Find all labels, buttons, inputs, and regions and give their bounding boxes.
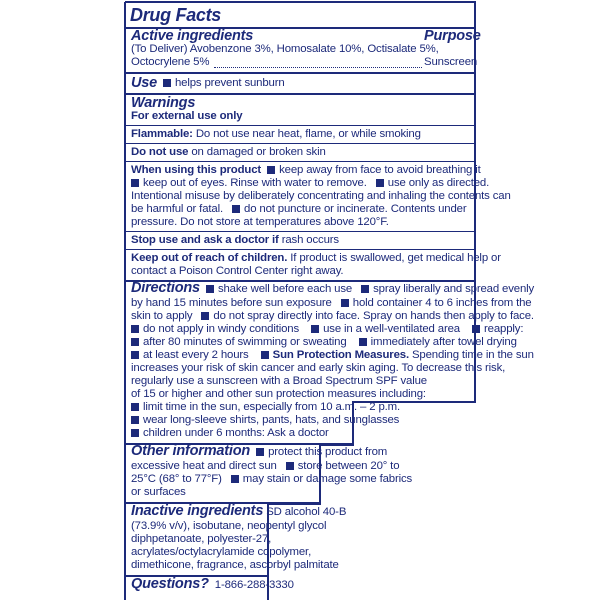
external-divider: [125, 125, 475, 126]
use-heading: Use: [131, 75, 157, 91]
directions-line-5: after 80 minutes of swimming or sweating immediately after towel drying: [131, 336, 517, 350]
bullet-icon: [131, 179, 139, 187]
bullet-icon: [201, 312, 209, 320]
when-using-divider: [125, 231, 475, 232]
inactive-line-4: acrylates/octylacrylamide copolymer,: [131, 546, 312, 558]
bullet-icon: [286, 462, 294, 470]
other-line-1: Other information protect this product from: [131, 443, 388, 459]
directions-line-7: increases your risk of skin cancer and early skin aging. To decrease this risk,: [131, 362, 506, 374]
directions-line-9: of 15 or higher and other sun protection measures including:: [131, 388, 426, 400]
flammable-text: Flammable: Do not use near heat, flame, or while smoking: [131, 128, 421, 140]
active-ingredients-heading: Active ingredients: [131, 28, 254, 44]
bullet-icon: [311, 325, 319, 333]
bullet-icon: [131, 338, 139, 346]
keep-out-line-1: Keep out of reach of children. If product is swallowed, get medical help or: [131, 252, 501, 264]
stop-use-text: Stop use and ask a doctor if rash occurs: [131, 234, 339, 246]
warnings-heading: Warnings: [131, 95, 196, 111]
directions-line-6: at least every 2 hours Sun Protection Measures. Spending time in the sun: [131, 349, 534, 363]
active-divider: [125, 72, 475, 74]
directions-line-2: by hand 15 minutes before sun exposure hold container 4 to 6 inches from the: [131, 297, 532, 309]
directions-line-12: children under 6 months: Ask a doctor: [131, 427, 329, 441]
inactive-heading: Inactive ingredients: [131, 503, 264, 519]
questions-heading: Questions?: [131, 576, 209, 592]
stop-use-divider: [125, 249, 475, 250]
do-not-use-divider: [125, 161, 475, 162]
bullet-icon: [131, 403, 139, 411]
bullet-icon: [359, 338, 367, 346]
directions-line-11: wear long-sleeve shirts, pants, hats, and sunglasses: [131, 414, 399, 428]
other-line-3: 25°C (68° to 77°F) may stain or damage some fabrics: [131, 473, 413, 485]
when-using-line-3: Intentional misuse by deliberately concentrating and inhaling the contents can: [131, 190, 511, 202]
inactive-line-3: diphpetanoate, polyester-27,: [131, 533, 272, 545]
other-line-4: or surfaces: [131, 486, 186, 498]
bullet-icon: [163, 79, 171, 87]
bullet-icon: [131, 351, 139, 359]
bullet-icon: [261, 351, 269, 359]
purpose-heading: Purpose: [424, 28, 481, 44]
active-line-2: Octocrylene 5%: [131, 56, 210, 68]
bullet-icon: [376, 179, 384, 187]
directions-line-10: limit time in the sun, especially from 10 a.m. – 2 p.m.: [131, 401, 400, 415]
directions-line-1: Directions shake well before each use spray liberally and spread evenly: [131, 280, 535, 296]
other-info-heading: Other information: [131, 443, 251, 459]
directions-line-4: do not apply in windy conditions use in a well-ventilated area reapply:: [131, 323, 523, 337]
keep-out-line-2: contact a Poison Control Center right away.: [131, 265, 344, 277]
use-text: helps prevent sunburn: [163, 77, 285, 91]
bullet-icon: [267, 166, 275, 174]
inactive-line-2: (73.9% v/v), isobutane, neopentyl glycol: [131, 520, 327, 532]
drug-facts-title: Drug Facts: [130, 5, 222, 25]
when-using-line-5: pressure. Do not store at temperatures above 120°F.: [131, 216, 389, 228]
bullet-icon: [472, 325, 480, 333]
directions-heading: Directions: [131, 280, 200, 296]
do-not-use-text: Do not use on damaged or broken skin: [131, 146, 326, 158]
when-using-line-1: When using this product keep away from face to avoid breathing it: [131, 164, 481, 176]
other-line-2: excessive heat and direct sun store between 20° to: [131, 460, 400, 472]
when-using-line-4: be harmful or fatal. do not puncture or incinerate. Contents under: [131, 203, 467, 215]
when-using-line-2: keep out of eyes. Rinse with water to remove. use only as directed.: [131, 177, 489, 191]
bullet-icon: [231, 475, 239, 483]
directions-line-3: skin to apply do not spray directly into face. Spray on hands then apply to face.: [131, 310, 534, 322]
flammable-divider: [125, 143, 475, 144]
bullet-icon: [341, 299, 349, 307]
questions-line: [131, 578, 294, 593]
directions-line-8: regularly use a sunscreen with a Broad Spectrum SPF value: [131, 375, 427, 387]
phone-number: 1-866-288-3330: [214, 579, 294, 591]
bullet-icon: [131, 416, 139, 424]
bullet-icon: [131, 429, 139, 437]
leader-dots: [214, 67, 422, 68]
inactive-line-1: Inactive ingredients SD alcohol 40-B: [131, 503, 347, 519]
bullet-icon: [232, 205, 240, 213]
purpose-value: Sunscreen: [424, 56, 478, 68]
active-line-1: (To Deliver) Avobenzone 3%, Homosalate 10%, Octisalate 5%,: [131, 43, 439, 55]
bullet-icon: [361, 285, 369, 293]
inactive-line-5: dimethicone, fragrance, ascorbyl palmitate: [131, 559, 339, 571]
external-use-text: For external use only: [131, 110, 243, 122]
bullet-icon: [206, 285, 214, 293]
bullet-icon: [131, 325, 139, 333]
bullet-icon: [256, 448, 264, 456]
